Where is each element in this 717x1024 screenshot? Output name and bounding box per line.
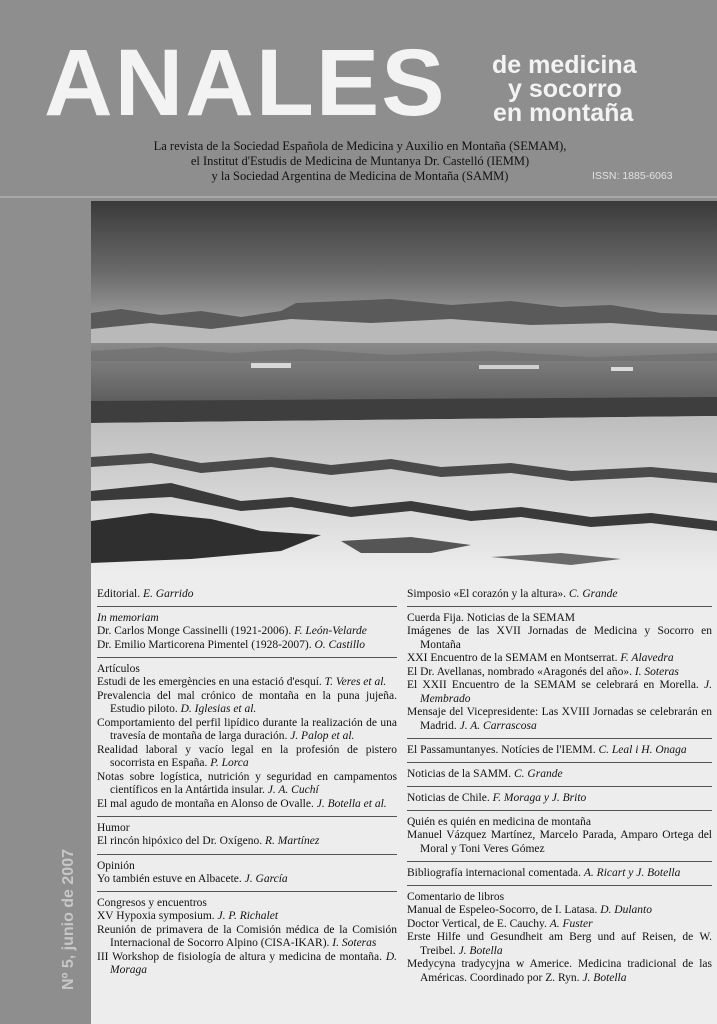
intro-line: y la Sociedad Argentina de Medicina de Montaña (SAMM) [211, 169, 509, 183]
entry-author: F. León-Velarde [294, 625, 367, 637]
list-item [407, 918, 712, 932]
section-heading: Humor [97, 822, 130, 834]
section-chile [407, 787, 712, 811]
entry-author: D. Iglesias et al. [180, 703, 257, 715]
intro-line: La revista de la Sociedad Española de Medicina y Auxilio en Montaña (SEMAM), [153, 139, 567, 153]
entry-title: Comportamiento del perfil lipídico durante la realización de una travesía de montaña de larga duración. [97, 716, 397, 742]
contents-left-column [97, 583, 397, 983]
entry-author: J. Botella et al. [316, 797, 387, 810]
entry-author: J. Botella [582, 971, 627, 984]
list-item [97, 771, 397, 798]
entry-author: R. Martínez [265, 835, 320, 847]
list-item [97, 951, 397, 978]
section-heading: Artículos [97, 663, 140, 675]
entry-title: Mensaje del Vicepresidente: Las XVIII Jornadas se celebrarán en Madrid. [407, 706, 712, 732]
subtitle-line: y socorro [508, 75, 622, 103]
section-cuerda-fija [407, 607, 712, 739]
entry-title: El Dr. Avellanas, nombrado «Aragonés del año». [407, 665, 632, 678]
list-item [407, 652, 712, 666]
subtitle-line: en montaña [493, 99, 634, 127]
entry-title: Doctor Vertical, de E. Cauchy. [407, 917, 547, 930]
section-opinion [97, 855, 397, 893]
entry-author: J. A. Cuchí [267, 784, 319, 796]
entry-title: XV Hypoxia symposium. [97, 910, 215, 922]
magazine-subtitle [492, 53, 712, 125]
entry-title: El Passamuntanyes. Notícies de l'IEMM. [407, 744, 596, 756]
section-simposio [407, 583, 712, 607]
entry-title: Medycyna tradycyjna w Americe. Medicina tradicional de las Américas. Coordinado por Z. Ryn. [407, 958, 712, 984]
list-item [97, 924, 397, 951]
entry-title: Erste Hilfe und Gesundheit am Berg und auf Reisen, de W. Treibel. [407, 931, 712, 957]
list-item [407, 666, 712, 680]
list-item [97, 717, 397, 744]
entry-title: Dr. Emilio Marticorena Pimentel (1928-2007). [97, 638, 312, 651]
entry-author: A. Fuster [549, 917, 593, 930]
list-item [97, 744, 397, 771]
list-item [407, 931, 712, 958]
entry-author: J. P. Richalet [217, 910, 279, 922]
entry-title: El mal agudo de montaña en Alonso de Ovalle. [97, 797, 314, 810]
subtitle-line: de medicina [492, 51, 637, 79]
list-item [97, 690, 397, 717]
entry-author: J. A. Carrascosa [459, 719, 537, 732]
entry-title: Noticias de la SAMM. [407, 768, 512, 780]
section-humor [97, 817, 397, 855]
entry-author: P. Lorca [210, 757, 249, 769]
issue-label: Nº 5, junio de 2007 [60, 849, 77, 990]
entry-author: E. Garrido [143, 588, 194, 600]
entry-author: I. Soteras [634, 665, 679, 678]
section-heading: Quién es quién en medicina de montaña [407, 816, 591, 828]
entry-title: Yo también estuve en Albacete. [97, 872, 242, 885]
list-item [97, 639, 397, 653]
entry-title: El rincón hipóxico del Dr. Oxígeno. [97, 835, 263, 847]
list-item [407, 904, 712, 918]
section-heading: Cuerda Fija. Noticias de la SEMAM [407, 612, 576, 624]
entry-title: XXI Encuentro de la SEMAM en Montserrat. [407, 652, 618, 664]
entry-author: J. García [244, 872, 288, 885]
entry-title: Bibliografía internacional comentada. [407, 867, 582, 879]
contents-right-column [407, 583, 712, 990]
entry-author: F. Alavedra [620, 652, 674, 664]
section-passamuntanyes [407, 739, 712, 763]
entry-author: C. Leal i H. Onaga [598, 744, 687, 756]
list-item [97, 835, 397, 849]
entry-title: Reunión de primavera de la Comisión médica de la Comisión Internacional de Socorro Alpino (CISA-IKAR). [97, 923, 397, 949]
entry-title: Dr. Carlos Monge Cassinelli (1921-2006). [97, 625, 292, 637]
intro-line: el Institut d'Estudis de Medicina de Muntanya Dr. Castelló (IEMM) [190, 154, 530, 168]
entry-author: D. Dulanto [600, 904, 652, 916]
antarctic-landscape-image [91, 201, 717, 573]
magazine-title: ANALES [44, 30, 447, 136]
list-item [407, 625, 712, 652]
entry-author: I. Soteras [332, 937, 377, 949]
list-item [407, 679, 712, 706]
section-quien-es-quien [407, 811, 712, 862]
list-item [407, 958, 712, 985]
list-item [97, 910, 397, 924]
section-heading: In memoriam [97, 612, 159, 624]
entry-title: III Workshop de fisiología de altura y medicina de montaña. [97, 950, 383, 963]
publisher-intro [150, 139, 570, 184]
entry-title: Estudi de les emergències en una estació d'esquí. [97, 676, 322, 688]
section-heading: Comentario de libros [407, 891, 505, 903]
entry-author: D. Moraga [110, 950, 398, 976]
entry-title: Editorial. [97, 588, 141, 600]
section-comentario-libros [407, 886, 712, 990]
section-bibliografia [407, 862, 712, 886]
list-item [407, 706, 712, 733]
entry-author: F. Moraga y J. Brito [492, 792, 587, 804]
entry-title: Manual de Espeleo-Socorro, de I. Latasa. [407, 904, 598, 916]
list-item [97, 873, 397, 887]
entry-title: Noticias de Chile. [407, 792, 490, 804]
entry-author: A. Ricart y J. Botella [583, 867, 681, 879]
list-item [97, 625, 397, 639]
entry-title: Imágenes de las XVII Jornadas de Medicina y Socorro en Montaña [407, 625, 712, 651]
entry-author: T. Veres et al. [324, 676, 387, 688]
list-item [97, 798, 397, 812]
entry-author: C. Grande [568, 588, 618, 600]
section-memoriam [97, 607, 397, 658]
section-editorial [97, 583, 397, 607]
masthead-divider [0, 196, 717, 198]
entry-author: O. Castillo [314, 638, 365, 651]
entry-title: El XXII Encuentro de la SEMAM se celebrará en Morella. [407, 679, 699, 691]
section-heading: Congresos y encuentros [97, 897, 207, 909]
table-of-contents [91, 573, 717, 1024]
section-heading: Opinión [97, 859, 135, 872]
entry-title: Prevalencia del mal crónico de montaña en la puna jujeña. Estudio piloto. [97, 689, 397, 715]
entry-title: Manuel Vázquez Martínez, Marcelo Parada, Amparo Ortega del Moral y Toni Veres Gómez [407, 829, 712, 855]
entry-author: J. Botella [458, 944, 503, 957]
entry-title: Notas sobre logística, nutrición y seguridad en campamentos científicos en la Antártida insular. [97, 770, 397, 796]
entry-author: J. Membrado [420, 679, 713, 705]
entry-author: C. Grande [514, 768, 563, 780]
entry-author: J. Palop et al. [290, 730, 355, 742]
issn-label: ISSN: 1885-6063 [592, 170, 673, 182]
entry-title: Simposio «El corazón y la altura». [407, 588, 567, 600]
entry-title: Realidad laboral y vacío legal en la profesión de pistero socorrista en España. [97, 743, 397, 769]
section-samm [407, 763, 712, 787]
section-congresos [97, 892, 397, 983]
section-articulos [97, 658, 397, 817]
list-item [97, 676, 397, 690]
cover-photo [91, 201, 717, 573]
list-item [407, 829, 712, 856]
